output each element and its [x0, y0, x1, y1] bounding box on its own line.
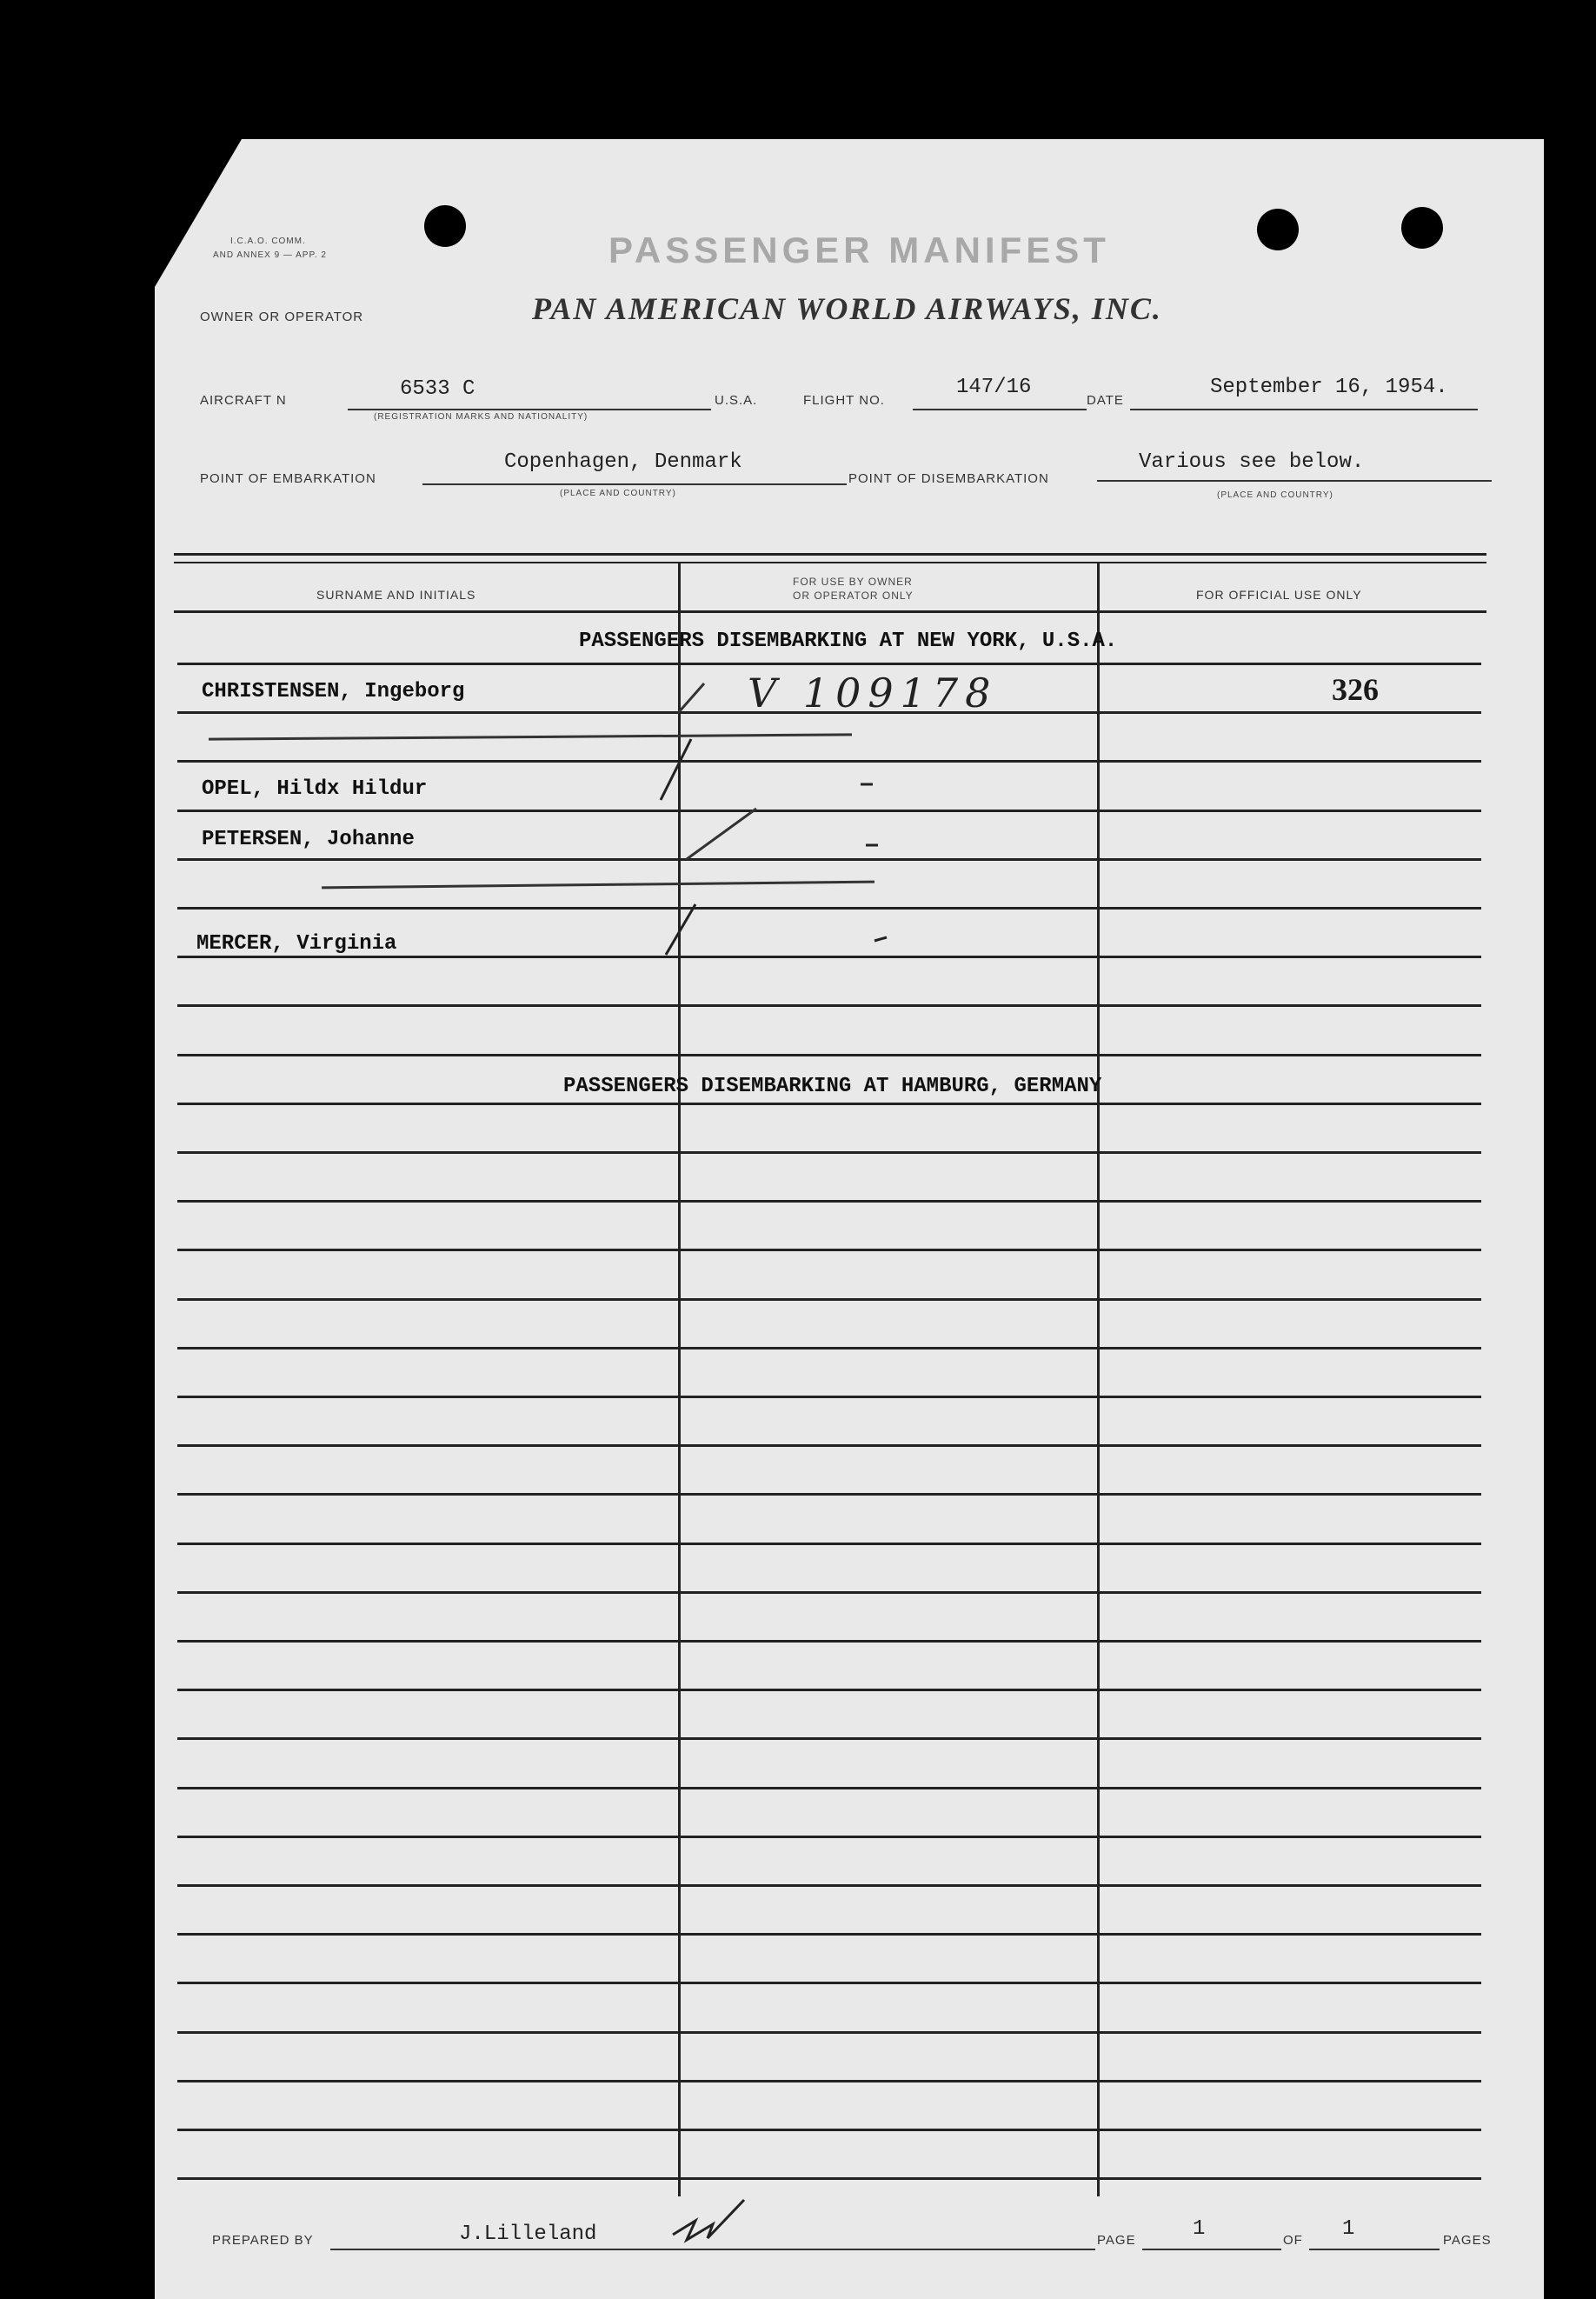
section-heading-hamburg: PASSENGERS DISEMBARKING AT HAMBURG, GERMANY	[563, 1075, 1102, 1098]
page-number: 1	[1193, 2217, 1206, 2241]
row-rule	[177, 1884, 1481, 1887]
column-official: FOR OFFICIAL USE ONLY	[1196, 588, 1362, 602]
row-rule	[177, 1444, 1481, 1447]
row-rule	[177, 1004, 1481, 1007]
row-rule	[177, 1347, 1481, 1349]
embarkation-sublabel: (PLACE AND COUNTRY)	[560, 489, 676, 498]
page-title: PASSENGER MANIFEST	[608, 230, 1110, 270]
punch-hole	[1257, 209, 1299, 250]
embarkation-value: Copenhagen, Denmark	[504, 450, 742, 474]
punch-hole	[424, 205, 466, 247]
flight-label: FLIGHT NO.	[803, 393, 885, 408]
row-rule	[177, 2080, 1481, 2082]
row-rule	[177, 663, 1481, 665]
row-rule	[177, 1737, 1481, 1740]
row-rule	[177, 1249, 1481, 1251]
row-rule	[177, 1200, 1481, 1203]
torn-corner	[155, 139, 242, 287]
section-heading-new-york: PASSENGERS DISEMBARKING AT NEW YORK, U.S.A.	[579, 630, 1118, 653]
disembarkation-value: Various see below.	[1139, 450, 1365, 474]
owner-value: PAN AMERICAN WORLD AIRWAYS, INC.	[532, 291, 1162, 326]
row-rule	[177, 1836, 1481, 1838]
row-rule	[177, 1396, 1481, 1398]
prepared-by-value: J.Lilleland	[459, 2222, 597, 2246]
row-rule	[177, 2031, 1481, 2034]
page-count: 1	[1342, 2217, 1355, 2241]
corner-note-line1: I.C.A.O. COMM.	[230, 237, 306, 246]
row-rule	[177, 1640, 1481, 1643]
embarkation-label: POINT OF EMBARKATION	[200, 471, 376, 486]
aircraft-value: 6533 C	[400, 377, 475, 401]
column-owner-use-2: OR OPERATOR ONLY	[793, 590, 914, 602]
date-label: DATE	[1087, 393, 1124, 408]
aircraft-label: AIRCRAFT N	[200, 393, 287, 408]
corner-note-line2: AND ANNEX 9 — APP. 2	[213, 250, 327, 260]
row-rule	[177, 1054, 1481, 1056]
row-rule	[177, 1689, 1481, 1691]
passenger-name: OPEL, Hildx Hildur	[202, 777, 428, 801]
aircraft-sublabel: (REGISTRATION MARKS AND NATIONALITY)	[374, 412, 589, 422]
table-top-rule	[174, 553, 1486, 556]
column-surname: SURNAME AND INITIALS	[316, 588, 476, 602]
passenger-name: PETERSEN, Johanne	[202, 828, 415, 851]
prepared-by-label: PREPARED BY	[212, 2233, 314, 2248]
of-label: OF	[1283, 2233, 1303, 2248]
check-marks	[643, 678, 921, 974]
row-rule	[177, 1982, 1481, 1984]
row-rule	[177, 2177, 1481, 2180]
row-rule	[177, 1151, 1481, 1154]
official-number: 326	[1332, 672, 1379, 707]
row-rule	[177, 1493, 1481, 1496]
row-rule	[177, 1543, 1481, 1545]
row-rule	[177, 2129, 1481, 2131]
row-rule	[177, 1103, 1481, 1105]
punch-hole	[1401, 207, 1443, 249]
row-rule	[177, 1591, 1481, 1594]
row-rule	[177, 1933, 1481, 1936]
aircraft-country: U.S.A.	[715, 393, 758, 408]
owner-mark: V 109178	[748, 670, 998, 716]
passenger-name: CHRISTENSEN, Ingeborg	[202, 680, 465, 703]
date-value: September 16, 1954.	[1210, 376, 1448, 399]
page-label: PAGE	[1097, 2233, 1136, 2248]
passenger-name: MERCER, Virginia	[196, 932, 397, 956]
flight-value: 147/16	[956, 376, 1032, 399]
column-divider	[1097, 562, 1100, 2196]
disembarkation-label: POINT OF DISEMBARKATION	[848, 471, 1049, 486]
row-rule	[177, 1298, 1481, 1301]
signature-scribble	[669, 2195, 756, 2247]
disembarkation-sublabel: (PLACE AND COUNTRY)	[1217, 490, 1333, 500]
row-rule	[177, 1787, 1481, 1789]
pages-label: PAGES	[1443, 2233, 1492, 2248]
owner-label: OWNER OR OPERATOR	[200, 310, 364, 324]
column-owner-use-1: FOR USE BY OWNER	[793, 576, 913, 588]
